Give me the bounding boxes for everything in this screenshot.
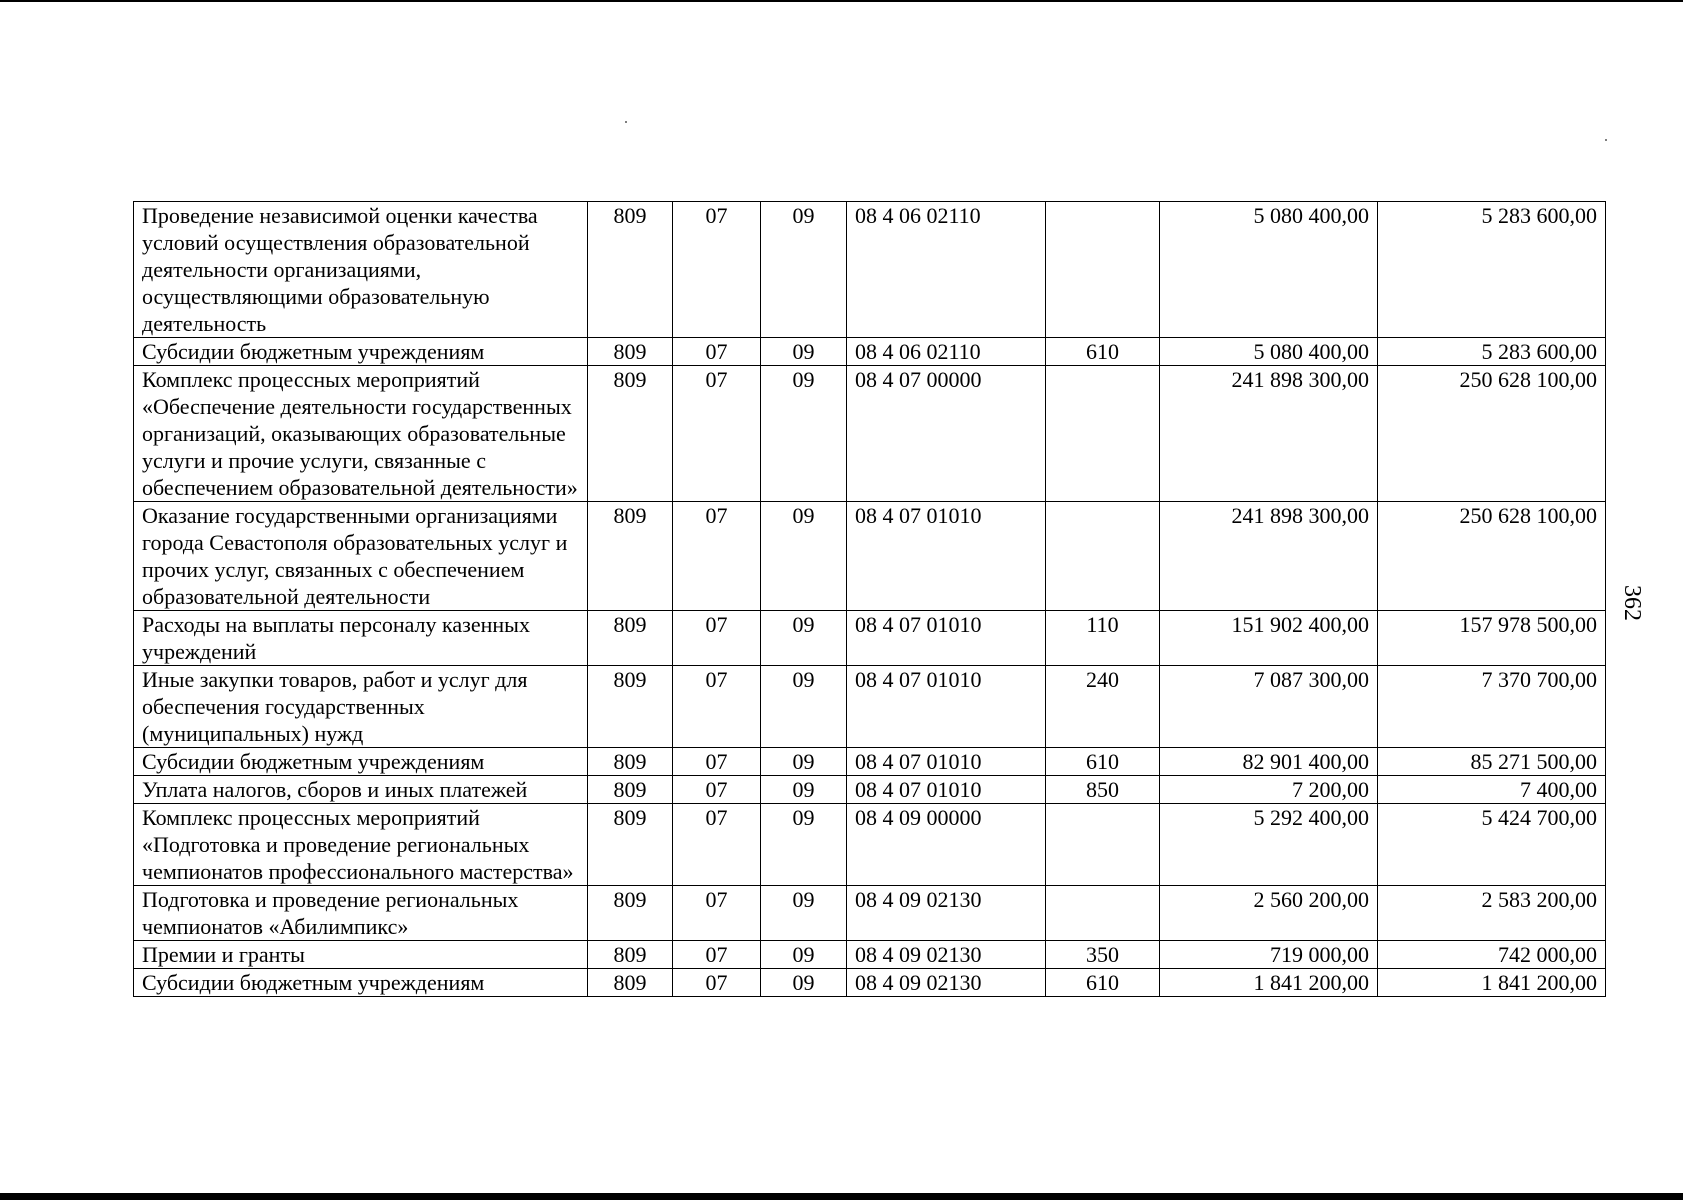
table-row bbox=[134, 748, 1606, 776]
section-code-cell: 07 bbox=[673, 969, 761, 997]
expense-name-cell: Субсидии бюджетным учреждениям bbox=[134, 748, 588, 776]
table-row bbox=[134, 611, 1606, 666]
department-code-cell: 809 bbox=[588, 886, 673, 941]
page-number: 362 bbox=[1619, 585, 1645, 621]
department-code-cell: 809 bbox=[588, 202, 673, 338]
target-article-cell: 08 4 07 01010 bbox=[847, 776, 1046, 804]
amount-year1-cell: 241 898 300,00 bbox=[1160, 366, 1378, 502]
subsection-code-cell: 09 bbox=[761, 611, 847, 666]
scan-speck bbox=[1605, 139, 1607, 141]
table-row bbox=[134, 202, 1606, 338]
section-code-cell: 07 bbox=[673, 666, 761, 748]
section-code-cell: 07 bbox=[673, 338, 761, 366]
table-row bbox=[134, 969, 1606, 997]
amount-year2-cell: 85 271 500,00 bbox=[1378, 748, 1606, 776]
section-code-cell: 07 bbox=[673, 804, 761, 886]
expense-type-cell bbox=[1046, 502, 1160, 611]
subsection-code-cell: 09 bbox=[761, 338, 847, 366]
expense-type-cell bbox=[1046, 202, 1160, 338]
expense-name-cell: Премии и гранты bbox=[134, 941, 588, 969]
section-code-cell: 07 bbox=[673, 941, 761, 969]
target-article-cell: 08 4 06 02110 bbox=[847, 202, 1046, 338]
scan-top-edge bbox=[0, 0, 1683, 2]
subsection-code-cell: 09 bbox=[761, 776, 847, 804]
amount-year1-cell: 7 200,00 bbox=[1160, 776, 1378, 804]
amount-year1-cell: 2 560 200,00 bbox=[1160, 886, 1378, 941]
amount-year1-cell: 151 902 400,00 bbox=[1160, 611, 1378, 666]
expense-name-cell: Комплекс процессных мероприятий «Подготовка и проведение региональных чемпионатов профессионального мастерства» bbox=[134, 804, 588, 886]
expense-name-cell: Расходы на выплаты персоналу казенных учреждений bbox=[134, 611, 588, 666]
amount-year1-cell: 5 080 400,00 bbox=[1160, 338, 1378, 366]
budget-table bbox=[133, 201, 1606, 997]
target-article-cell: 08 4 07 01010 bbox=[847, 748, 1046, 776]
department-code-cell: 809 bbox=[588, 502, 673, 611]
subsection-code-cell: 09 bbox=[761, 502, 847, 611]
table-row bbox=[134, 666, 1606, 748]
target-article-cell: 08 4 07 00000 bbox=[847, 366, 1046, 502]
target-article-cell: 08 4 07 01010 bbox=[847, 666, 1046, 748]
expense-name-cell: Субсидии бюджетным учреждениям bbox=[134, 338, 588, 366]
subsection-code-cell: 09 bbox=[761, 886, 847, 941]
amount-year2-cell: 742 000,00 bbox=[1378, 941, 1606, 969]
section-code-cell: 07 bbox=[673, 611, 761, 666]
department-code-cell: 809 bbox=[588, 338, 673, 366]
amount-year1-cell: 1 841 200,00 bbox=[1160, 969, 1378, 997]
subsection-code-cell: 09 bbox=[761, 748, 847, 776]
amount-year1-cell: 5 080 400,00 bbox=[1160, 202, 1378, 338]
subsection-code-cell: 09 bbox=[761, 366, 847, 502]
target-article-cell: 08 4 07 01010 bbox=[847, 611, 1046, 666]
department-code-cell: 809 bbox=[588, 611, 673, 666]
subsection-code-cell: 09 bbox=[761, 804, 847, 886]
amount-year1-cell: 5 292 400,00 bbox=[1160, 804, 1378, 886]
amount-year2-cell: 250 628 100,00 bbox=[1378, 502, 1606, 611]
department-code-cell: 809 bbox=[588, 804, 673, 886]
amount-year1-cell: 719 000,00 bbox=[1160, 941, 1378, 969]
section-code-cell: 07 bbox=[673, 776, 761, 804]
subsection-code-cell: 09 bbox=[761, 202, 847, 338]
department-code-cell: 809 bbox=[588, 666, 673, 748]
table-row bbox=[134, 941, 1606, 969]
section-code-cell: 07 bbox=[673, 366, 761, 502]
table-row bbox=[134, 804, 1606, 886]
amount-year2-cell: 1 841 200,00 bbox=[1378, 969, 1606, 997]
section-code-cell: 07 bbox=[673, 202, 761, 338]
amount-year2-cell: 157 978 500,00 bbox=[1378, 611, 1606, 666]
expense-name-cell: Подготовка и проведение региональных чемпионатов «Абилимпикс» bbox=[134, 886, 588, 941]
table-row bbox=[134, 338, 1606, 366]
amount-year2-cell: 5 424 700,00 bbox=[1378, 804, 1606, 886]
target-article-cell: 08 4 09 02130 bbox=[847, 941, 1046, 969]
section-code-cell: 07 bbox=[673, 748, 761, 776]
expense-name-cell: Проведение независимой оценки качества условий осуществления образовательной деятельности организациями, осуществляющими образовательную деятельность bbox=[134, 202, 588, 338]
expense-type-cell: 610 bbox=[1046, 748, 1160, 776]
target-article-cell: 08 4 06 02110 bbox=[847, 338, 1046, 366]
amount-year2-cell: 5 283 600,00 bbox=[1378, 202, 1606, 338]
table-row bbox=[134, 502, 1606, 611]
budget-table-body bbox=[134, 202, 1606, 997]
department-code-cell: 809 bbox=[588, 941, 673, 969]
amount-year2-cell: 7 370 700,00 bbox=[1378, 666, 1606, 748]
subsection-code-cell: 09 bbox=[761, 941, 847, 969]
expense-name-cell: Субсидии бюджетным учреждениям bbox=[134, 969, 588, 997]
expense-name-cell: Уплата налогов, сборов и иных платежей bbox=[134, 776, 588, 804]
amount-year1-cell: 7 087 300,00 bbox=[1160, 666, 1378, 748]
amount-year2-cell: 5 283 600,00 bbox=[1378, 338, 1606, 366]
department-code-cell: 809 bbox=[588, 748, 673, 776]
amount-year1-cell: 82 901 400,00 bbox=[1160, 748, 1378, 776]
amount-year2-cell: 250 628 100,00 bbox=[1378, 366, 1606, 502]
section-code-cell: 07 bbox=[673, 886, 761, 941]
expense-type-cell: 110 bbox=[1046, 611, 1160, 666]
expense-type-cell bbox=[1046, 804, 1160, 886]
scan-speck bbox=[625, 121, 627, 123]
expense-type-cell bbox=[1046, 886, 1160, 941]
expense-type-cell: 350 bbox=[1046, 941, 1160, 969]
expense-type-cell: 610 bbox=[1046, 338, 1160, 366]
expense-type-cell: 240 bbox=[1046, 666, 1160, 748]
expense-type-cell: 850 bbox=[1046, 776, 1160, 804]
table-row bbox=[134, 886, 1606, 941]
target-article-cell: 08 4 07 01010 bbox=[847, 502, 1046, 611]
expense-name-cell: Иные закупки товаров, работ и услуг для обеспечения государственных (муниципальных) нужд bbox=[134, 666, 588, 748]
expense-type-cell: 610 bbox=[1046, 969, 1160, 997]
scan-bottom-edge bbox=[0, 1193, 1683, 1200]
amount-year1-cell: 241 898 300,00 bbox=[1160, 502, 1378, 611]
expense-type-cell bbox=[1046, 366, 1160, 502]
amount-year2-cell: 2 583 200,00 bbox=[1378, 886, 1606, 941]
subsection-code-cell: 09 bbox=[761, 969, 847, 997]
table-row bbox=[134, 366, 1606, 502]
department-code-cell: 809 bbox=[588, 969, 673, 997]
department-code-cell: 809 bbox=[588, 776, 673, 804]
subsection-code-cell: 09 bbox=[761, 666, 847, 748]
amount-year2-cell: 7 400,00 bbox=[1378, 776, 1606, 804]
expense-name-cell: Оказание государственными организациями города Севастополя образовательных услуг и прочих услуг, связанных с обеспечением образовательной деятельности bbox=[134, 502, 588, 611]
department-code-cell: 809 bbox=[588, 366, 673, 502]
target-article-cell: 08 4 09 00000 bbox=[847, 804, 1046, 886]
expense-name-cell: Комплекс процессных мероприятий «Обеспечение деятельности государственных организаций, оказывающих образовательные услуги и прочие услуги, связанные с обеспечением образовательной деятельности» bbox=[134, 366, 588, 502]
target-article-cell: 08 4 09 02130 bbox=[847, 886, 1046, 941]
section-code-cell: 07 bbox=[673, 502, 761, 611]
table-row bbox=[134, 776, 1606, 804]
target-article-cell: 08 4 09 02130 bbox=[847, 969, 1046, 997]
